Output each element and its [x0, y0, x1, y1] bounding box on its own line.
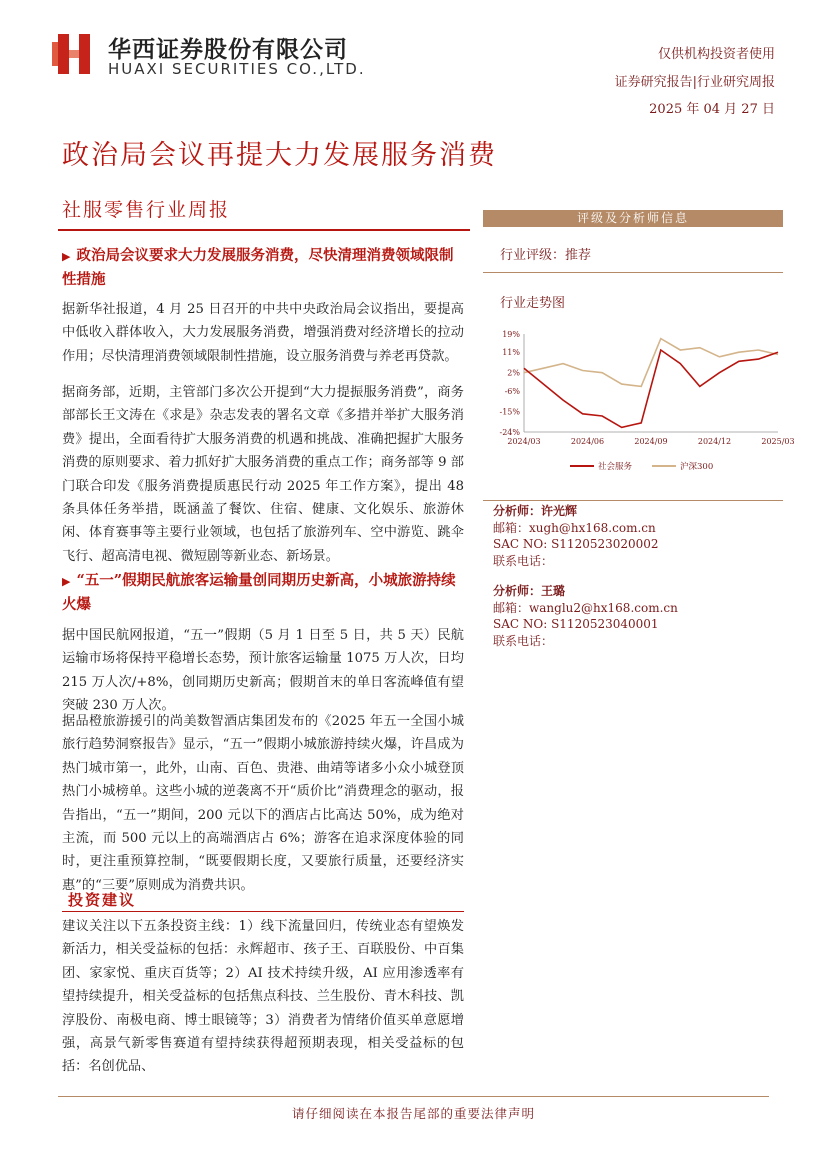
chart-axes	[500, 330, 795, 446]
section-heading-1	[62, 244, 464, 291]
x-tick-label: 2024/09	[634, 437, 668, 446]
y-tick-label: -24%	[499, 428, 520, 437]
paragraph: 据商务部，近期，主管部门多次公开提到“大力提振服务消费”，商务部部长王文涛在《求是》杂志发表的署名文章《多措并举扩大服务消费》提出，全面看待扩大服务消费的机遇和挑战、准确把握扩大服务消费的原则要求、着力抓好扩大服务消费的重点工作；商务部等 9 部门联合印发《服务消费提质惠民行动 2025 年工作方案》，提出 48 条具体任务举措，既涵盖了餐饮、住宿、健康、文化娱乐、旅游休闲、体育赛事等主要行业领域，也包括了旅游列车、空中游览、跳伞飞行、超高清电视、微短剧等新业态、新场景。	[62, 385, 464, 564]
report-date: 2025 年 04 月 27 日	[649, 102, 775, 117]
series-line	[524, 339, 778, 387]
section-heading-text: “五一”假期民航旅客运输量创同期历史新高，小城旅游持续火爆	[62, 572, 456, 613]
footer-divider	[58, 1096, 769, 1097]
analyst-card-1	[493, 503, 659, 569]
triangle-bullet-icon: ▶	[62, 575, 71, 588]
rating-info-bar: 评级及分析师信息	[483, 210, 783, 227]
y-tick-label: 2%	[507, 368, 520, 378]
paragraph: 据中国民航网报道，“五一”假期（5 月 1 日至 5 日，共 5 天）民航运输市场将保持平稳增长态势，预计旅客运输量 1075 万人次，日均 215 万人次/+8%，创同期历史新高；假期首末的单日客流峰值有望突破 230 万人次。	[62, 628, 464, 714]
analyst-phone: 联系电话：	[493, 553, 554, 568]
section-heading-text: 政治局会议要求大力发展服务消费，尽快清理消费领域限制性措施	[62, 247, 454, 288]
industry-rating	[500, 244, 591, 263]
report-subtitle: 社服零售行业周报	[62, 199, 231, 221]
y-tick-label: -15%	[499, 407, 520, 417]
analyst-sac: SAC NO: S1120523020002	[493, 537, 659, 551]
y-tick-label: -6%	[504, 386, 520, 396]
legal-notice-footer: 请仔细阅读在本报告尾部的重要法律声明	[291, 1106, 535, 1121]
paragraph: 据新华社报道，4 月 25 日召开的中共中央政治局会议指出，要提高中低收入群体收入，大力发展服务消费，增强消费对经济增长的拉动作用；尽快清理消费领域限制性措施，设立服务消费与养老再贷款。	[62, 302, 464, 364]
legend-label: 社会服务	[598, 462, 633, 472]
x-tick-label: 2024/03	[507, 437, 541, 446]
analyst-card-2	[493, 583, 678, 649]
y-tick-label: 11%	[502, 348, 520, 358]
triangle-bullet-icon: ▶	[62, 250, 71, 263]
y-tick-label: 19%	[502, 330, 520, 339]
analyst-name: 分析师：王璐	[493, 584, 566, 598]
rating-value: 推荐	[565, 248, 592, 263]
subtitle-divider	[58, 229, 470, 231]
x-tick-label: 2025/03	[761, 437, 795, 446]
paragraph: 据品橙旅游援引的尚美数智酒店集团发布的《2025 年五一全国小城旅行趋势洞察报告》显示，“五一”假期小城旅游持续火爆，许昌成为热门城市第一，此外，山南、百色、贵港、曲靖等诸多小众小城登顶热门小城榜单。这些小城的逆袭离不开“质价比”消费理念的驱动，报告指出，“五一”期间，200 元以下的酒店占比高达 50%，成为绝对主流，而 500 元以上的高端酒店占 6%；游客在追求深度体验的同时，更注重预算控制，“既要假期长度，又要旅行质量，还要经济实惠”的“三要”原则成为消费共识。	[62, 714, 464, 893]
investment-paragraph: 建议关注以下五条投资主线：1）线下流量回归，传统业态有望焕发新活力，相关受益标的包括：永辉超市、孩子王、百联股份、中百集团、家家悦、重庆百货等；2）AI 技术持续升级，AI 应用渗透率有望持续提升，相关受益标的包括焦点科技、兰生股份、青木科技、凯淳股份、南极电商、博士眼镜等；3）消费者为情绪价值买单意愿增强，高景气新零售赛道有望持续获得超预期表现，相关受益标的包括：名创优品、	[62, 919, 464, 1075]
company-name-cn: 华西证券股份有限公司	[108, 37, 348, 63]
huaxi-logo-icon	[52, 30, 96, 78]
report-title: 政治局会议再提大力发展服务消费	[62, 140, 497, 171]
investment-divider	[62, 911, 464, 912]
audience-note: 仅供机构投资者使用	[657, 47, 775, 62]
legend-label: 沪深300	[680, 462, 714, 472]
rating-label: 行业评级：	[500, 248, 566, 263]
trend-chart-label: 行业走势图	[500, 296, 566, 311]
analyst-name: 分析师：许光辉	[493, 504, 578, 518]
company-name-en: HUAXI SECURITIES CO.,LTD.	[108, 60, 366, 78]
side-divider	[483, 272, 783, 273]
industry-trend-chart	[490, 320, 795, 480]
chart-legend	[570, 461, 713, 472]
report-category: 证券研究报告|行业研究周报	[614, 75, 775, 90]
chart-lines	[524, 339, 778, 428]
investment-heading: 投资建议	[68, 891, 137, 909]
x-tick-label: 2024/12	[697, 437, 732, 446]
analyst-phone: 联系电话：	[493, 633, 554, 648]
side-divider	[483, 500, 783, 501]
analyst-email: 邮箱：wanglu2@hx168.com.cn	[493, 600, 678, 615]
section-heading-2	[62, 569, 464, 616]
analyst-email: 邮箱：xugh@hx168.com.cn	[493, 520, 656, 535]
x-tick-label: 2024/06	[570, 437, 605, 446]
analyst-sac: SAC NO: S1120523040001	[493, 617, 659, 631]
